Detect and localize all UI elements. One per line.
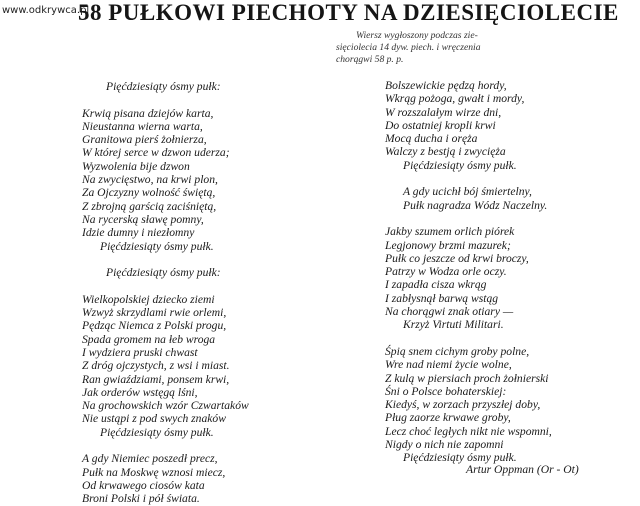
author-signature: Artur Oppman (Or - Ot) bbox=[466, 463, 579, 476]
poem-line: Pięćdziesiąty ósmy pułk: bbox=[106, 266, 221, 280]
poem-line: W rozszalałym wirze dni, bbox=[385, 105, 502, 119]
poem-line: Na chorągwi znak otiary — bbox=[385, 305, 514, 319]
poem-line: Pułk co jeszcze od krwi broczy, bbox=[385, 251, 529, 265]
poem-right-column bbox=[385, 79, 635, 465]
poem-line: Wzwyż skrzydlami rwie orlemi, bbox=[82, 306, 227, 320]
poem-line: Do ostatniej kropli krwi bbox=[385, 118, 496, 132]
stanza-gap bbox=[82, 253, 352, 266]
stanza-gap bbox=[385, 332, 635, 345]
poem-line: Jak orderów wstęgą lśni, bbox=[82, 385, 198, 399]
poem-refrain: Pięćdziesiąty ósmy pułk. bbox=[100, 239, 214, 253]
poem-line: Walczy z bestją i zwycięża bbox=[385, 145, 506, 159]
poem-line: I zapadła cisza wkrąg bbox=[385, 278, 487, 292]
poem-line: Wkrąg pożoga, gwałt i mordy, bbox=[385, 92, 525, 106]
poem-line: Wielkopolskiej dziecko ziemi bbox=[82, 292, 215, 306]
poem-line: Krzyż Virtuti Militari. bbox=[403, 318, 504, 332]
poem-line: Patrzy w Wodza orle oczy. bbox=[385, 265, 507, 279]
poem-left-column bbox=[82, 80, 352, 506]
poem-line: Na grochowskich wzór Czwartaków bbox=[82, 399, 249, 413]
poem-line: Za Ojczyzny wolność świętą, bbox=[82, 186, 216, 200]
poem-line: Ran gwiaździami, ponsem krwi, bbox=[82, 372, 230, 386]
note-line: sięciolecia 14 dyw. piech. i wręczenia bbox=[336, 42, 481, 53]
note-line: Wiersz wygłoszony podczas zie- bbox=[356, 30, 478, 41]
poem-line: Śpią snem cichym groby polne, bbox=[385, 344, 530, 358]
poem-line: Od krwawego ciosów kata bbox=[82, 478, 205, 492]
watermark-text: www.odkrywca.pl bbox=[2, 5, 90, 16]
stanza-gap bbox=[82, 439, 352, 452]
poem-line: I zabłysnął barwą wstąg bbox=[385, 291, 499, 305]
poem-line: W której serce w dzwon uderza; bbox=[82, 146, 230, 160]
note-line: chorągwi 58 p. p. bbox=[336, 54, 404, 65]
poem-line: Pędząc Niemca z Polski progu, bbox=[82, 319, 227, 333]
poem-line: Bolszewickie pędzą hordy, bbox=[385, 79, 507, 92]
stanza-gap bbox=[385, 212, 635, 225]
poem-line: Kiedyś, w zorzach przyszłej doby, bbox=[385, 398, 541, 412]
poem-refrain: Pięćdziesiąty ósmy pułk. bbox=[403, 158, 517, 172]
poem-line: Z zbrojną garścią zaciśniętą, bbox=[82, 199, 217, 213]
poem-line: Mocą ducha i oręża bbox=[385, 132, 478, 146]
poem-line: Wre nad niemi życie wolne, bbox=[385, 358, 512, 372]
poem-line: A gdy Niemiec poszedł precz, bbox=[82, 452, 218, 466]
stanza-gap bbox=[82, 93, 352, 106]
poem-line: Nieustanna wierna warta, bbox=[82, 119, 203, 133]
poem-line: Pułk na Moskwę wznosi miecz, bbox=[82, 465, 226, 479]
poem-line: Spada gromem na łeb wroga bbox=[82, 332, 216, 346]
page-title: 58 PUŁKOWI PIECHOTY NA DZIESIĘCIOLECIE bbox=[78, 0, 619, 25]
poem-line: Z dróg ojczystych, z wsi i miast. bbox=[82, 359, 230, 373]
stanza-gap bbox=[385, 172, 635, 185]
poem-line: Z kulą w piersiach proch żołnierski bbox=[385, 371, 549, 385]
poem-line: Nie ustąpi z pod swych znaków bbox=[82, 412, 226, 426]
poem-line: Pług zaorze krwawe groby, bbox=[385, 411, 511, 425]
poem-line: Śni o Polsce bohaterskiej: bbox=[385, 384, 507, 398]
poem-line: Lecz choć ległych nikt nie wspomni, bbox=[385, 424, 552, 438]
poem-line: Pułk nagradza Wódz Naczelny. bbox=[403, 198, 548, 212]
poem-line: Wyzwolenia bije dzwon bbox=[82, 159, 190, 173]
poem-line: Na zwycięstwo, na krwi plon, bbox=[82, 173, 218, 187]
stanza-gap bbox=[82, 279, 352, 292]
poem-line: Pięćdziesiąty ósmy pułk: bbox=[106, 80, 221, 93]
poem-line: Nigdy o nich nie zapomni bbox=[385, 438, 504, 452]
poem-line: Broni Polski i pół świata. bbox=[82, 492, 200, 506]
poem-refrain: Pięćdziesiąty ósmy pułk. bbox=[100, 425, 214, 439]
poem-line: Na rycerską sławę pomny, bbox=[82, 212, 204, 226]
poem-line: Idzie dumny i niezłomny bbox=[82, 226, 195, 240]
poem-line: Legjonowy brzmi mazurek; bbox=[385, 238, 511, 252]
poem-line: I wydziera pruski chwast bbox=[82, 345, 198, 359]
poem-line: Granitowa pierś żołnierza, bbox=[82, 133, 207, 147]
poem-line: A gdy ucichł bój śmiertelny, bbox=[403, 185, 532, 199]
poem-line: Krwią pisana dziejów karta, bbox=[82, 106, 214, 120]
dedication-note bbox=[336, 30, 636, 66]
poem-refrain: Pięćdziesiąty ósmy pułk. bbox=[403, 451, 517, 465]
poem-line: Jakby szumem orlich piórek bbox=[385, 225, 515, 239]
